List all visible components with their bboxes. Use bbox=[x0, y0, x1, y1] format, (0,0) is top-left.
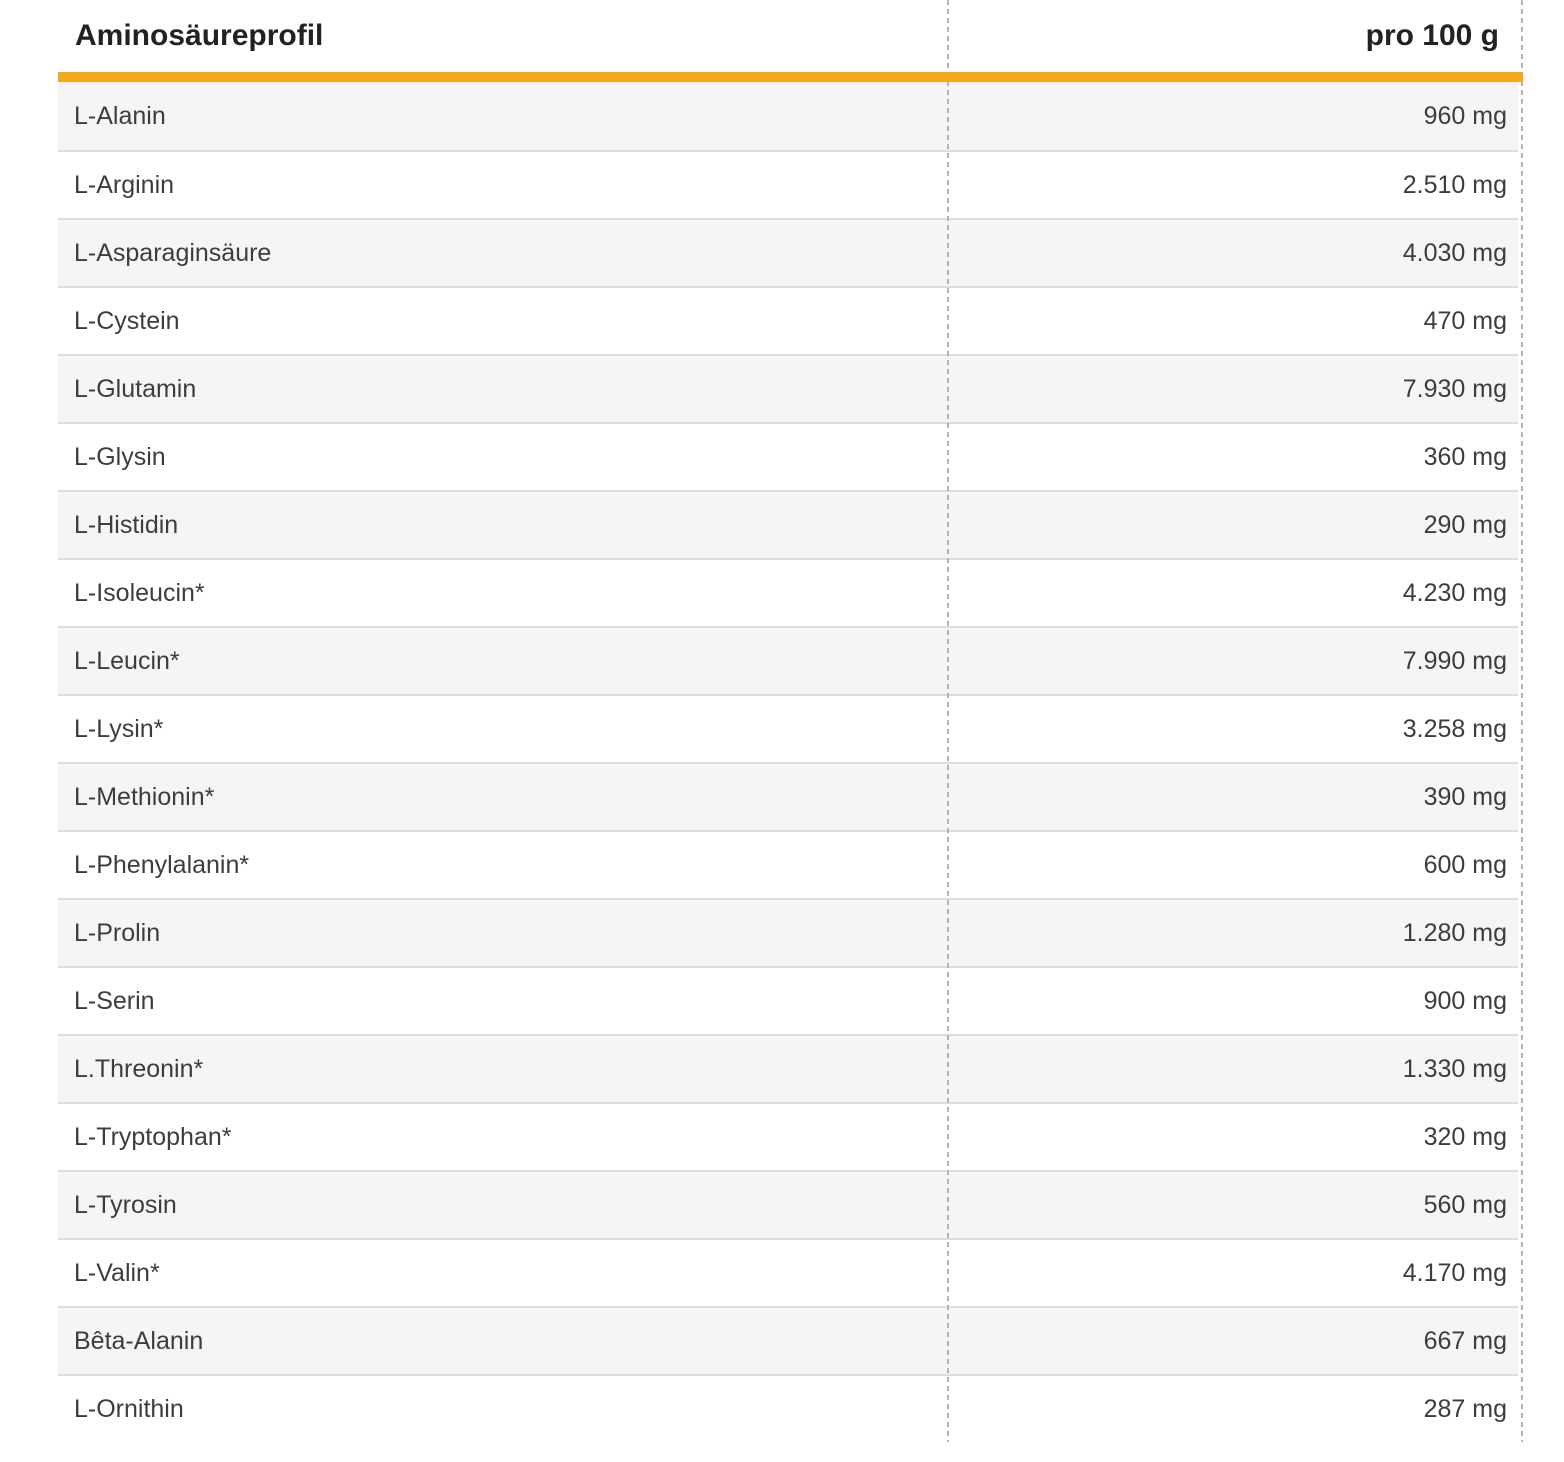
table-header-title: Aminosäureprofil bbox=[75, 19, 324, 52]
amino-acid-value: 470 mg bbox=[1423, 306, 1507, 335]
table-body bbox=[58, 82, 1518, 1442]
amino-acid-value: 360 mg bbox=[1423, 442, 1507, 471]
amino-acid-name: L-Tryptophan* bbox=[74, 1122, 232, 1151]
table-row bbox=[58, 286, 1518, 354]
amino-acid-name: L-Serin bbox=[74, 986, 155, 1015]
table-row bbox=[58, 1034, 1518, 1102]
table-row bbox=[58, 966, 1518, 1034]
amino-acid-name: L-Asparaginsäure bbox=[74, 238, 272, 267]
table-row bbox=[58, 830, 1518, 898]
table-row bbox=[58, 558, 1518, 626]
table-header-unit: pro 100 g bbox=[1365, 19, 1499, 52]
amino-acid-name: L-Ornithin bbox=[74, 1394, 184, 1423]
amino-acid-value: 900 mg bbox=[1423, 986, 1507, 1015]
amino-acid-value: 1.280 mg bbox=[1402, 918, 1507, 947]
amino-acid-name: L-Prolin bbox=[74, 918, 161, 947]
table-row bbox=[58, 490, 1518, 558]
amino-acid-value: 7.990 mg bbox=[1402, 646, 1507, 675]
amino-acid-name: L-Valin* bbox=[74, 1258, 160, 1287]
amino-acid-name: L-Tyrosin bbox=[74, 1190, 177, 1219]
amino-acid-name: L.Threonin* bbox=[74, 1054, 204, 1083]
amino-acid-value: 3.258 mg bbox=[1402, 714, 1507, 743]
amino-acid-name: L-Phenylalanin* bbox=[74, 850, 250, 879]
amino-acid-name: Bêta-Alanin bbox=[74, 1326, 204, 1355]
table-row bbox=[58, 1306, 1518, 1374]
table-row bbox=[58, 1238, 1518, 1306]
table-row bbox=[58, 762, 1518, 830]
amino-acid-value: 667 mg bbox=[1423, 1326, 1507, 1355]
amino-acid-name: L-Glutamin bbox=[74, 374, 197, 403]
amino-acid-name: L-Histidin bbox=[74, 510, 179, 539]
amino-acid-value: 290 mg bbox=[1423, 510, 1507, 539]
table-row bbox=[58, 150, 1518, 218]
table-row bbox=[58, 1102, 1518, 1170]
amino-acid-name: L-Glysin bbox=[74, 442, 166, 471]
amino-acid-value: 960 mg bbox=[1423, 101, 1507, 130]
amino-acid-value: 2.510 mg bbox=[1402, 170, 1507, 199]
amino-acid-name: L-Alanin bbox=[74, 101, 166, 130]
table-row bbox=[58, 1374, 1518, 1442]
amino-acid-value: 390 mg bbox=[1423, 782, 1507, 811]
amino-acid-value: 4.230 mg bbox=[1402, 578, 1507, 607]
amino-acid-value: 4.170 mg bbox=[1402, 1258, 1507, 1287]
table-row bbox=[58, 354, 1518, 422]
amino-acid-value: 287 mg bbox=[1423, 1394, 1507, 1423]
amino-acid-value: 1.330 mg bbox=[1402, 1054, 1507, 1083]
amino-acid-value: 320 mg bbox=[1423, 1122, 1507, 1151]
right-edge-dashed-line bbox=[1521, 0, 1523, 1442]
amino-acid-name: L-Isoleucin* bbox=[74, 578, 205, 607]
amino-acid-name: L-Leucin* bbox=[74, 646, 180, 675]
table-row bbox=[58, 898, 1518, 966]
table-row bbox=[58, 422, 1518, 490]
amino-acid-name: L-Cystein bbox=[74, 306, 180, 335]
amino-acid-name: L-Lysin* bbox=[74, 714, 164, 743]
table-header bbox=[58, 0, 1523, 72]
table-row bbox=[58, 694, 1518, 762]
accent-bar bbox=[58, 72, 1523, 82]
amino-acid-value: 4.030 mg bbox=[1402, 238, 1507, 267]
amino-acid-value: 7.930 mg bbox=[1402, 374, 1507, 403]
amino-acid-profile-table bbox=[58, 0, 1523, 1442]
table-row bbox=[58, 626, 1518, 694]
table-row bbox=[58, 218, 1518, 286]
amino-acid-name: L-Arginin bbox=[74, 170, 175, 199]
amino-acid-value: 600 mg bbox=[1423, 850, 1507, 879]
column-divider-dashed-line bbox=[947, 0, 949, 1442]
table-row bbox=[58, 82, 1518, 150]
amino-acid-name: L-Methionin* bbox=[74, 782, 215, 811]
amino-acid-value: 560 mg bbox=[1423, 1190, 1507, 1219]
table-row bbox=[58, 1170, 1518, 1238]
